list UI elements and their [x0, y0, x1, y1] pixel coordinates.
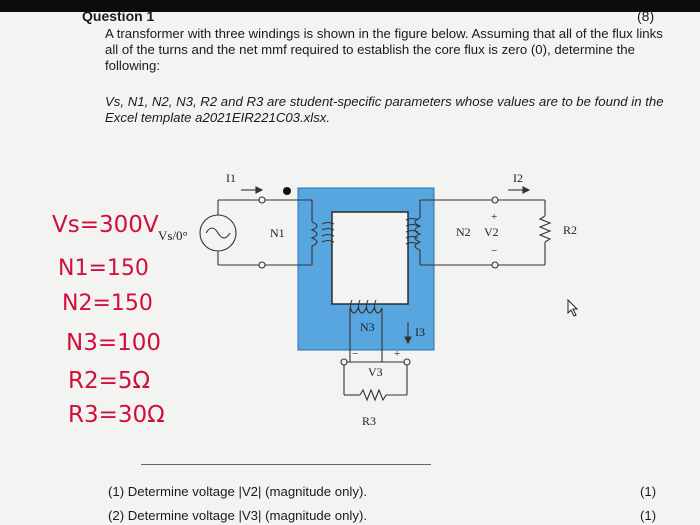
resistor-r3-label: R3 — [362, 414, 377, 428]
v3-minus-sign: − — [352, 348, 359, 360]
handwritten-r2: R2=5Ω — [68, 368, 151, 394]
subquestion-2: (2) Determine voltage |V3| (magnitude only). — [108, 508, 367, 523]
winding-n1-label: N1 — [270, 226, 285, 240]
mouse-cursor — [568, 300, 577, 316]
subquestion-2-marks: (1) — [640, 508, 657, 523]
voltage-v2-label: V2 — [484, 225, 499, 239]
source-label: Vs/0° — [158, 228, 188, 243]
handwritten-n3: N3=100 — [66, 330, 162, 356]
polarity-dot-primary — [283, 187, 291, 195]
handwritten-n2: N2=150 — [62, 291, 153, 316]
question-marks: (8) — [637, 8, 655, 24]
core-window — [332, 212, 408, 304]
current-i1-label: I1 — [226, 171, 236, 185]
parameters-note: Vs, N1, N2, N3, R2 and R3 are student-specific parameters whose values are to be found in the Excel template a2021EIR221C03.xlsx. — [105, 94, 664, 126]
divider — [141, 464, 431, 465]
handwritten-n1: N1=150 — [58, 256, 149, 281]
winding-n3-label: N3 — [360, 320, 375, 334]
question-title: Question 1 — [82, 8, 155, 24]
voltage-v3-label: V3 — [368, 365, 383, 379]
secondary-circuit — [415, 187, 550, 268]
v2-plus-sign: + — [491, 211, 498, 223]
subquestion-1-marks: (1) — [640, 484, 657, 499]
v3-plus-sign: + — [394, 348, 401, 360]
winding-n2-label: N2 — [456, 225, 471, 239]
subquestion-1: (1) Determine voltage |V2| (magnitude only). — [108, 484, 367, 499]
current-i3-label: I3 — [415, 325, 425, 339]
handwritten-vs: Vs=300V — [52, 212, 159, 238]
current-i2-label: I2 — [513, 171, 523, 185]
question-paragraph: A transformer with three windings is shown in the figure below. Assuming that all of the flux links all of the turns and the net mmf required to establish the core flux is zero (0), determine the following: — [105, 26, 663, 74]
v2-minus-sign: − — [491, 245, 498, 257]
transformer-diagram — [0, 150, 700, 460]
resistor-r2-label: R2 — [563, 223, 578, 237]
handwritten-r3: R3=30Ω — [68, 402, 165, 428]
